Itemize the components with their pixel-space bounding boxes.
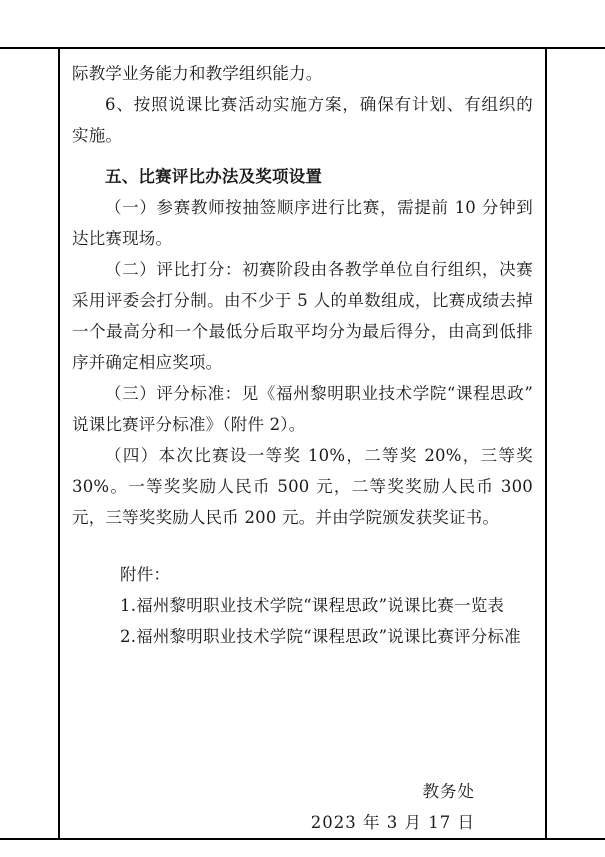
paragraph-item-4: （四）本次比赛设一等奖 10%，二等奖 20%，三等奖 30%。一等奖奖励人民币 500 元，二等奖奖励人民币 300 元，三等奖奖励人民币 200 元。并由学院颁发获奖证书。: [72, 446, 533, 527]
paragraph-item-2: （二）评比打分：初赛阶段由各教学单位自行组织，决赛采用评委会打分制。由不少于 5 人的单数组成，比赛成绩去掉一个最高分和一个最低分后取平均分为最后得分，由高到低排序并确定相应奖项。: [72, 260, 533, 372]
signature-block: [72, 776, 533, 838]
signature-date: 2023 年 3 月 17 日: [310, 813, 475, 832]
attachments-block: [72, 559, 533, 652]
signature-department: 教务处: [422, 782, 475, 801]
attachment-item-2: 2.福州黎明职业技术学院“课程思政”说课比赛评分标准: [120, 627, 521, 646]
page-border-bottom: [0, 838, 605, 840]
attachment-item-1: 1.福州黎明职业技术学院“课程思政”说课比赛一览表: [120, 596, 505, 615]
paragraph-item-6: 6、按照说课比赛活动实施方案，确保有计划、有组织的实施。: [72, 95, 533, 145]
page-border-left: [58, 47, 60, 840]
attachments-label: 附件：: [120, 565, 171, 584]
page-border-top: [0, 47, 605, 49]
document-content: [72, 58, 533, 832]
spacer: [72, 151, 533, 161]
spacer: [72, 714, 533, 776]
spacer: [72, 533, 533, 559]
spacer: [72, 652, 533, 714]
paragraph-item-3: （三）评分标准：见《福州黎明职业技术学院“课程思政”说课比赛评分标准》（附件 2）。: [72, 384, 533, 434]
paragraph-continuation: 际教学业务能力和教学组织能力。: [72, 64, 323, 83]
page-border-right: [545, 47, 547, 840]
paragraph-item-1: （一）参赛教师按抽签顺序进行比赛，需提前 10 分钟到达比赛现场。: [72, 198, 533, 248]
section-heading: 五、比赛评比办法及奖项设置: [105, 167, 323, 186]
